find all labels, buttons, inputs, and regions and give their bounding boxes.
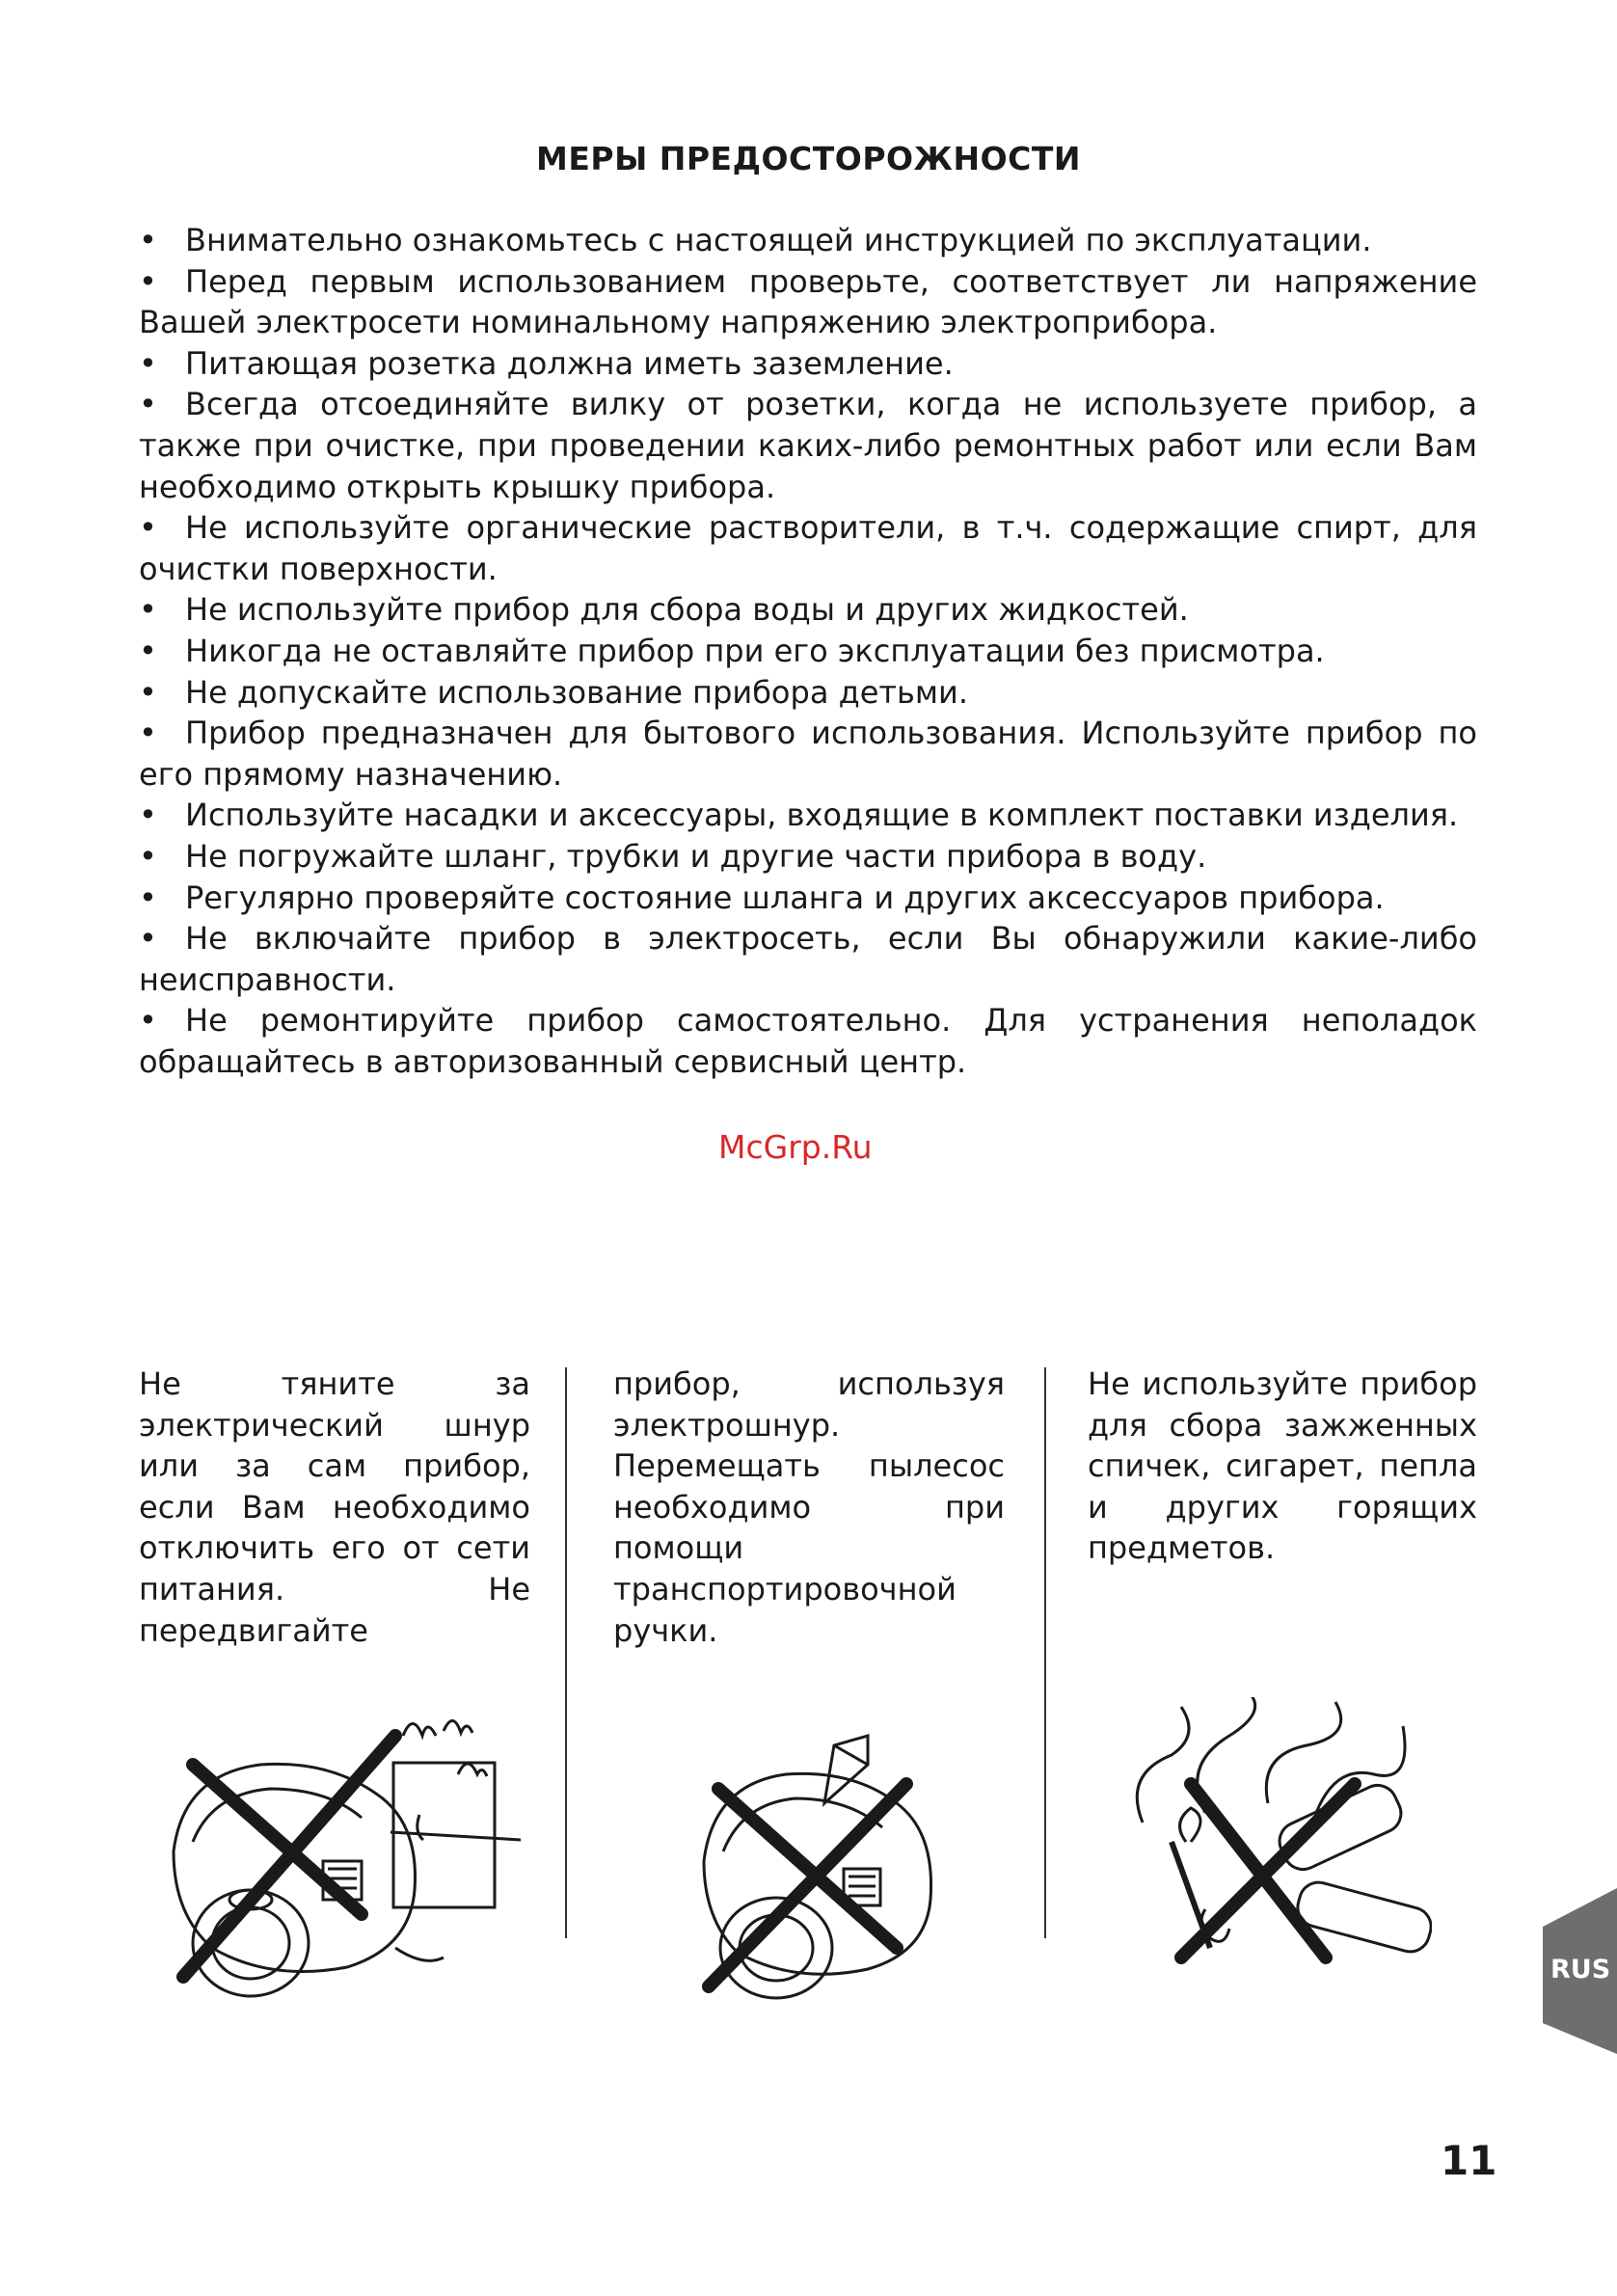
list-item (139, 220, 1477, 261)
rule-text: Внимательно ознакомьтесь с настоящей инструкцией по эксплуатации. (185, 222, 1372, 258)
bullet: • (139, 591, 157, 629)
rule-text: Не погружайте шланг, трубки и другие части прибора в воду. (185, 837, 1207, 875)
burning-objects-illustration (1114, 1697, 1432, 1967)
rule-text: Не ремонтируйте прибор самостоятельно. Для устранения неполадок обращайтесь в авторизованный сервисный центр. (139, 1002, 1477, 1080)
rule-text: Никогда не оставляйте прибор при его эксплуатации без присмотра. (185, 632, 1325, 669)
list-item (139, 713, 1477, 795)
rule-text: Всегда отсоединяйте вилку от розетки, когда не используете прибор, а также при очистке, при проведении каких-либо ремонтных работ или если Вам необходимо открыть крышку прибора. (139, 386, 1477, 505)
rule-text: Не включайте прибор в электросеть, если Вы обнаружили какие-либо неисправности. (139, 920, 1477, 998)
column-divider (1044, 1367, 1046, 1938)
vacuum-cord-illustration (154, 1707, 521, 2015)
rule-text: Не используйте прибор для сбора воды и других жидкостей. (185, 591, 1189, 629)
bullet: • (139, 509, 157, 547)
list-item (139, 631, 1477, 672)
watermark: McGrp.Ru (718, 1128, 873, 1166)
list-item (139, 343, 1477, 385)
list-item (139, 918, 1477, 1000)
list-item (139, 589, 1477, 631)
vacuum-pull-illustration (689, 1707, 998, 2015)
page-title: МЕРЫ ПРЕДОСТОРОЖНОСТИ (536, 140, 1081, 177)
warning-column-1: Не тяните за электрический шнур или за сам прибор, если Вам необходимо отключить его от сети питания. Не передвигайте (139, 1365, 530, 1649)
list-item (139, 836, 1477, 878)
language-tab-label: RUS (1550, 1955, 1611, 1985)
warning-column-2: прибор, используя электрошнур. Перемещать пылесос необходимо при помощи транспортировочной ручки. (613, 1365, 1005, 1649)
rule-text: Перед первым использованием проверьте, соответствует ли напряжение Вашей электросети номинальному напряжению электроприбора. (139, 262, 1477, 341)
bullet: • (139, 878, 157, 916)
bullet: • (139, 386, 157, 423)
bullet: • (139, 673, 157, 711)
list-item (139, 384, 1477, 507)
list-item (139, 795, 1477, 836)
precautions-list (139, 220, 1477, 1082)
rule-text: Регулярно проверяйте состояние шланга и других аксессуаров прибора. (185, 878, 1385, 916)
bullet: • (139, 262, 157, 300)
bullet: • (139, 837, 157, 875)
bullet: • (139, 920, 157, 958)
rule-text: Не используйте органические растворители, в т.ч. содержащие спирт, для очистки поверхности. (139, 509, 1477, 587)
list-item (139, 878, 1477, 919)
bullet: • (139, 797, 157, 834)
list-item (139, 672, 1477, 714)
column-divider (565, 1367, 567, 1938)
bullet: • (139, 632, 157, 669)
rule-text: Используйте насадки и аксессуары, входящие в комплект поставки изделия. (185, 797, 1459, 834)
list-item (139, 1000, 1477, 1082)
list-item (139, 507, 1477, 589)
page-number: 11 (1441, 2137, 1497, 2184)
bullet: • (139, 715, 157, 752)
rule-text: Не допускайте использование прибора детьми. (185, 673, 969, 711)
warning-column-3: Не используйте прибор для сбора зажженных спичек, сигарет, пепла и других горящих предметов. (1088, 1365, 1477, 1567)
bullet: • (139, 222, 157, 258)
bullet: • (139, 1002, 157, 1040)
bullet: • (139, 344, 157, 382)
rule-text: Питающая розетка должна иметь заземление. (185, 344, 954, 382)
list-item (139, 261, 1477, 343)
rule-text: Прибор предназначен для бытового использования. Используйте прибор по его прямому назначению. (139, 715, 1477, 793)
